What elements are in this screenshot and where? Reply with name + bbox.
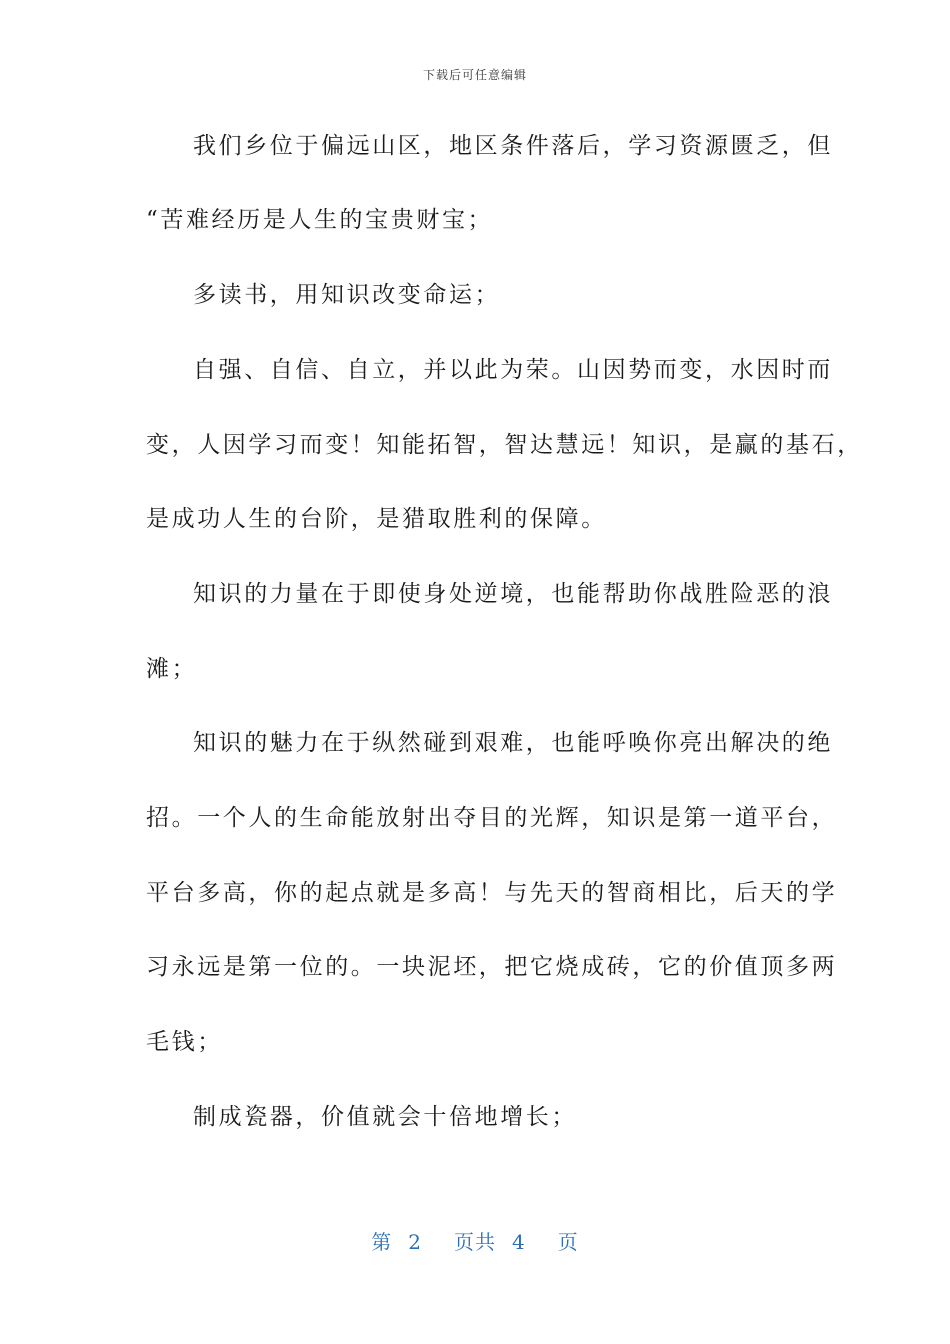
paragraph-line: 知识的力量在于即使身处逆境，也能帮助你战胜险恶的浪 bbox=[193, 581, 833, 607]
paragraph-line: 习永远是第一位的。一块泥坯，把它烧成砖，它的价值顶多两 bbox=[146, 954, 838, 980]
paragraph-line: 变，人因学习而变！知能拓智，智达慧远！知识，是赢的基石， bbox=[146, 432, 863, 458]
page-footer bbox=[0, 1226, 950, 1255]
paragraph-line: 平台多高，你的起点就是多高！与先天的智商相比，后天的学 bbox=[146, 880, 838, 906]
footer-total-pages: 4 bbox=[512, 1230, 526, 1254]
paragraph-line: 我们乡位于偏远山区，地区条件落后，学习资源匮乏，但 bbox=[193, 133, 833, 159]
paragraph-line: 毛钱； bbox=[146, 1029, 223, 1055]
paragraph-line: “苦难经历是人生的宝贵财宝； bbox=[146, 207, 494, 233]
footer-page-word: 第 bbox=[371, 1230, 393, 1254]
footer-page-end: 页 bbox=[557, 1230, 579, 1254]
paragraph-line: 自强、自信、自立，并以此为荣。山因势而变，水因时而 bbox=[193, 357, 833, 383]
paragraph-line: 知识的魅力在于纵然碰到艰难，也能呼唤你亮出解决的绝 bbox=[193, 730, 833, 756]
footer-current-page: 2 bbox=[408, 1230, 422, 1254]
header-note: 下载后可任意编辑 bbox=[422, 68, 527, 82]
footer-page-suffix: 页共 bbox=[454, 1230, 496, 1254]
paragraph-line: 是成功人生的台阶，是猎取胜利的保障。 bbox=[146, 506, 607, 532]
paragraph-line: 制成瓷器，价值就会十倍地增长； bbox=[193, 1104, 577, 1130]
paragraph-line: 滩； bbox=[146, 656, 198, 682]
paragraph-line: 招。一个人的生命能放射出夺目的光辉，知识是第一道平台， bbox=[146, 805, 838, 831]
paragraph-line: 多读书，用知识改变命运； bbox=[193, 282, 501, 308]
